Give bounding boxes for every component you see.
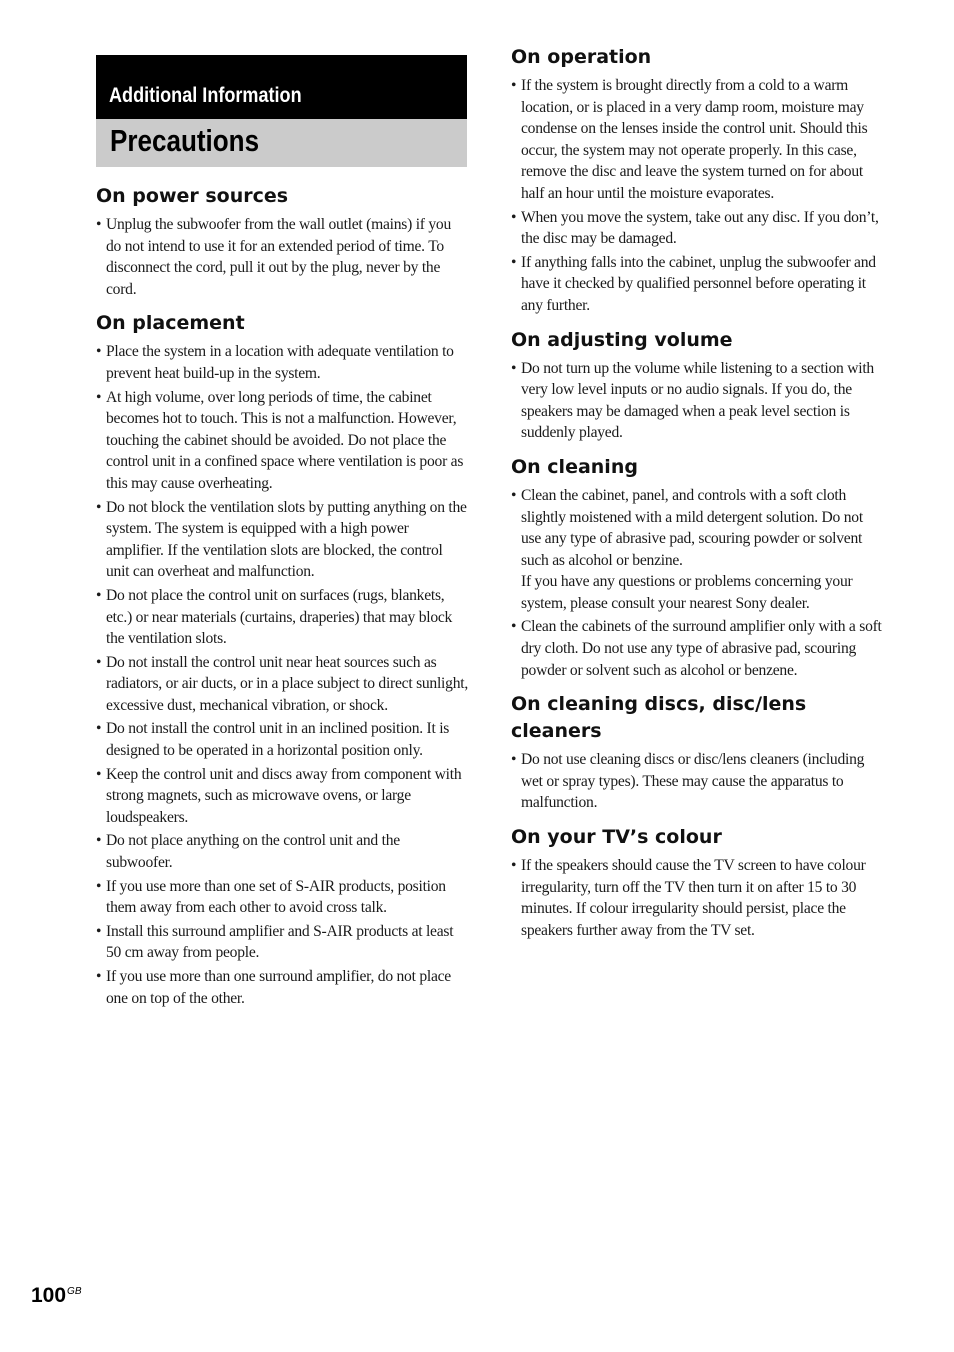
list-item — [96, 652, 468, 717]
bullet-icon: • — [511, 359, 517, 377]
bullet-icon: • — [511, 618, 517, 636]
list-item — [511, 207, 883, 250]
item-text: If the system is brought directly from a cold to a warm location, or is placed in a very damp room, moisture may condense on the lenses inside the control unit. Should this occur, the system may not operate properly. In this case, remove the disc and leave the system turned on for about half an hour until the moisture evaporates. — [521, 77, 868, 202]
item-text: Clean the cabinet, panel, and controls with a soft cloth slightly moistened with a mild detergent solution. Do not use any type of abrasive pad, scouring powder or solvent such as alcohol or benzine. — [521, 486, 863, 569]
bullet-icon: • — [96, 968, 102, 985]
bullet-icon: • — [511, 253, 517, 271]
bullet-icon: • — [511, 857, 517, 875]
item-text: If anything falls into the cabinet, unplug the subwoofer and have it checked by qualified personnel before operating it any further. — [521, 253, 876, 314]
list-item — [96, 764, 468, 829]
section-power-sources — [96, 183, 468, 300]
page-number-suffix: GB — [67, 1286, 82, 1297]
bullet-icon: • — [96, 388, 102, 406]
section-placement — [96, 310, 468, 1009]
item-text: Do not place the control unit on surfaces (rugs, blankets, etc.) or near materials (curtains, draperies) that may block the ventilation slots. — [106, 586, 453, 648]
list-item — [511, 485, 883, 615]
bullet-icon: • — [96, 343, 102, 361]
section-cleaning — [511, 454, 883, 681]
item-extra-text: If you have any questions or problems concerning your system, please consult your nearest Sony dealer. — [521, 573, 853, 612]
bullet-icon: • — [96, 922, 102, 940]
list-item — [511, 75, 883, 205]
item-text: Place the system in a location with adequate ventilation to prevent heat build-up in the system. — [106, 343, 454, 382]
section-heading: On operation — [511, 46, 652, 68]
list-item — [511, 616, 883, 681]
section-heading: On placement — [96, 312, 245, 335]
bullet-list — [96, 341, 468, 1009]
bullet-icon: • — [511, 77, 517, 94]
bullet-icon: • — [96, 216, 102, 233]
bullet-icon: • — [96, 832, 102, 850]
list-item — [511, 749, 883, 814]
bullet-icon: • — [511, 208, 517, 226]
right-column — [511, 44, 883, 951]
list-item — [96, 214, 468, 300]
bullet-list — [96, 214, 468, 300]
item-text: When you move the system, take out any disc. If you don’t, the disc may be damaged. — [521, 208, 879, 248]
bullet-icon: • — [96, 877, 102, 895]
section-label: Additional Information — [109, 84, 302, 107]
item-text: Do not use cleaning discs or disc/lens cleaners (including wet or spray types). These may cause the apparatus to malfunction. — [521, 751, 865, 812]
list-item — [511, 358, 883, 444]
section-banner — [96, 55, 467, 119]
section-heading: On your TV’s colour — [511, 826, 722, 849]
item-text: Do not install the control unit near heat sources such as radiators, or air ducts, or in a place subject to direct sunlight, excessive dust, mechanical vibration, or shock. — [106, 653, 468, 714]
item-text: If the speakers should cause the TV screen to have colour irregularity, turn off the TV then turn it on after 15 to 30 minutes. If colour irregularity should persist, place the speakers further away from the TV set. — [521, 857, 866, 939]
bullet-list — [511, 485, 883, 681]
list-item — [96, 585, 468, 650]
section-heading: On adjusting volume — [511, 328, 733, 351]
page-title: Precautions — [110, 123, 260, 158]
item-text: Do not place anything on the control unit and the subwoofer. — [106, 832, 400, 872]
bullet-list — [511, 855, 883, 941]
item-text: Clean the cabinets of the surround amplifier only with a soft dry cloth. Do not use any type of abrasive pad, scouring powder or solvent such as alcohol or benzene. — [521, 618, 882, 679]
list-item — [511, 252, 883, 317]
bullet-icon: • — [96, 720, 102, 738]
bullet-list — [511, 749, 883, 814]
section-cleaning-discs — [511, 691, 883, 814]
section-adjusting-volume — [511, 327, 883, 444]
bullet-icon: • — [511, 751, 517, 769]
item-text: Unplug the subwoofer from the wall outlet (mains) if you do not intend to use it for an extended period of time. To disconnect the cord, pull it out by the plug, never by the cord. — [106, 216, 452, 298]
list-item — [96, 387, 468, 495]
list-item — [96, 876, 468, 919]
bullet-icon: • — [511, 486, 517, 504]
list-item — [511, 855, 883, 941]
bullet-icon: • — [96, 765, 102, 783]
item-text: At high volume, over long periods of time, the cabinet becomes hot to touch. This is not a malfunction. However, touching the cabinet should be avoided. Do not place the control unit in a confined space where ventilation is poor as this may cause overheating. — [106, 388, 464, 492]
list-item — [96, 497, 468, 583]
page-number-value: 100 — [31, 1284, 67, 1307]
item-text: Do not install the control unit in an inclined position. It is designed to be operated in a horizontal position only. — [106, 720, 450, 760]
list-item — [96, 921, 468, 964]
section-tv-colour — [511, 824, 883, 941]
bullet-icon: • — [96, 586, 102, 604]
page-number — [31, 1284, 82, 1308]
item-text: If you use more than one set of S-AIR products, position them away from each other to avoid cross talk. — [106, 877, 446, 917]
item-text: Do not block the ventilation slots by putting anything on the system. The system is equipped with a high power amplifier. If the ventilation slots are blocked, the control unit can overheat and malfunction. — [106, 498, 467, 581]
bullet-list — [511, 358, 883, 444]
list-item — [96, 718, 468, 761]
section-heading: On power sources — [96, 185, 289, 207]
item-text: Install this surround amplifier and S-AIR products at least 50 cm away from people. — [106, 922, 454, 962]
bullet-list — [511, 75, 883, 317]
list-item — [96, 966, 468, 1009]
item-text: Keep the control unit and discs away from component with strong magnets, such as microwave ovens, or large loudspeakers. — [106, 765, 462, 826]
item-text: Do not turn up the volume while listening to a section with very low level inputs or no audio signals. If you do, the speakers may be damaged when a peak level section is suddenly played. — [521, 359, 874, 442]
item-text: If you use more than one surround amplifier, do not place one on top of the other. — [106, 968, 451, 1007]
section-heading: On cleaning — [511, 455, 638, 478]
list-item — [96, 830, 468, 873]
left-column — [96, 183, 468, 1019]
bullet-icon: • — [96, 653, 102, 671]
section-heading: On cleaning discs, disc/lens cleaners — [511, 693, 807, 743]
title-banner — [96, 119, 467, 167]
bullet-icon: • — [96, 498, 102, 516]
section-operation — [511, 44, 883, 317]
list-item — [96, 341, 468, 384]
